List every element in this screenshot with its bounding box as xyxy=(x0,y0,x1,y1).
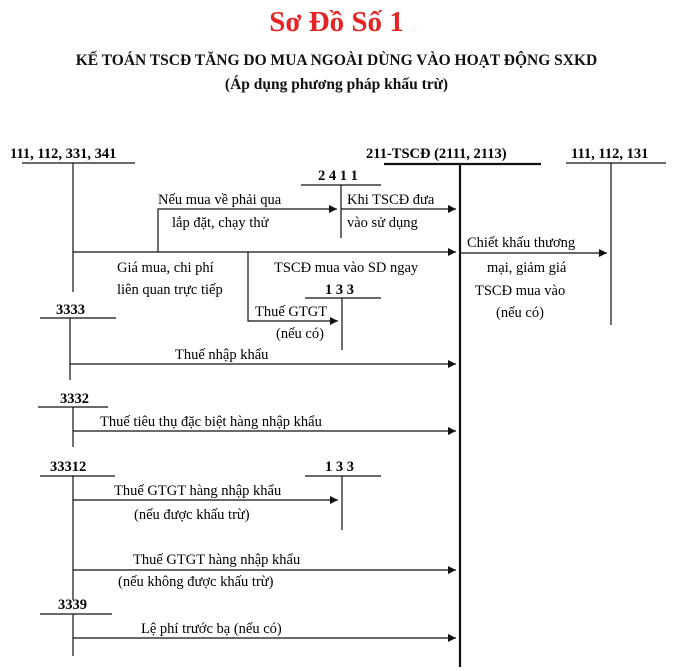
label-import-vat-nondeductible-line2: (nếu không được khấu trừ) xyxy=(118,574,274,590)
label-discount-line2: mại, giảm giá xyxy=(487,260,567,276)
account-3332-label: 3332 xyxy=(60,391,89,407)
label-vat-line2: (nếu có) xyxy=(276,326,324,342)
label-import-tax: Thuế nhập khẩu xyxy=(175,347,269,363)
account-3333-label: 3333 xyxy=(56,302,85,318)
label-inuse-line2: vào sử dụng xyxy=(347,215,418,231)
label-registration-fee: Lệ phí trước bạ (nếu có) xyxy=(141,621,282,637)
label-vat-line1: Thuế GTGT xyxy=(255,304,328,320)
label-discount-line1: Chiết khấu thương xyxy=(467,235,576,251)
account-133-bottom-label: 1 3 3 xyxy=(325,459,354,475)
label-direct-use: TSCĐ mua vào SD ngay xyxy=(274,260,419,276)
account-133-top-label: 1 3 3 xyxy=(325,282,354,298)
label-excise-tax: Thuế tiêu thụ đặc biệt hàng nhập khẩu xyxy=(100,414,322,430)
label-price-line2: liên quan trực tiếp xyxy=(117,282,223,298)
diagram-method-note: (Áp dụng phương pháp khấu trừ) xyxy=(224,76,449,93)
account-111-left-label: 111, 112, 331, 341 xyxy=(10,146,117,162)
label-install-line2: lắp đặt, chạy thử xyxy=(172,215,269,231)
label-inuse-line1: Khi TSCĐ đưa xyxy=(347,192,435,208)
label-discount-line3: TSCĐ mua vào xyxy=(475,283,566,299)
label-import-vat-deductible-line1: Thuế GTGT hàng nhập khẩu xyxy=(114,483,282,499)
diagram-title: Sơ Đồ Số 1 xyxy=(269,6,404,38)
account-2411-label: 2 4 1 1 xyxy=(318,168,358,184)
label-import-vat-deductible-line2: (nếu được khấu trừ) xyxy=(134,507,250,523)
label-import-vat-nondeductible-line1: Thuế GTGT hàng nhập khẩu xyxy=(133,552,301,568)
account-211-label: 211-TSCĐ (2111, 2113) xyxy=(366,146,507,162)
account-33312-label: 33312 xyxy=(50,459,87,475)
label-install-line1: Nếu mua về phải qua xyxy=(158,192,282,208)
diagram-subtitle: KẾ TOÁN TSCĐ TĂNG DO MUA NGOÀI DÙNG VÀO HOẠT ĐỘNG SXKD xyxy=(75,52,598,69)
label-price-line1: Giá mua, chi phí xyxy=(117,260,214,276)
label-discount-line4: (nếu có) xyxy=(496,305,544,321)
account-3339-label: 3339 xyxy=(58,597,87,613)
account-111-right-label: 111, 112, 131 xyxy=(571,146,649,162)
